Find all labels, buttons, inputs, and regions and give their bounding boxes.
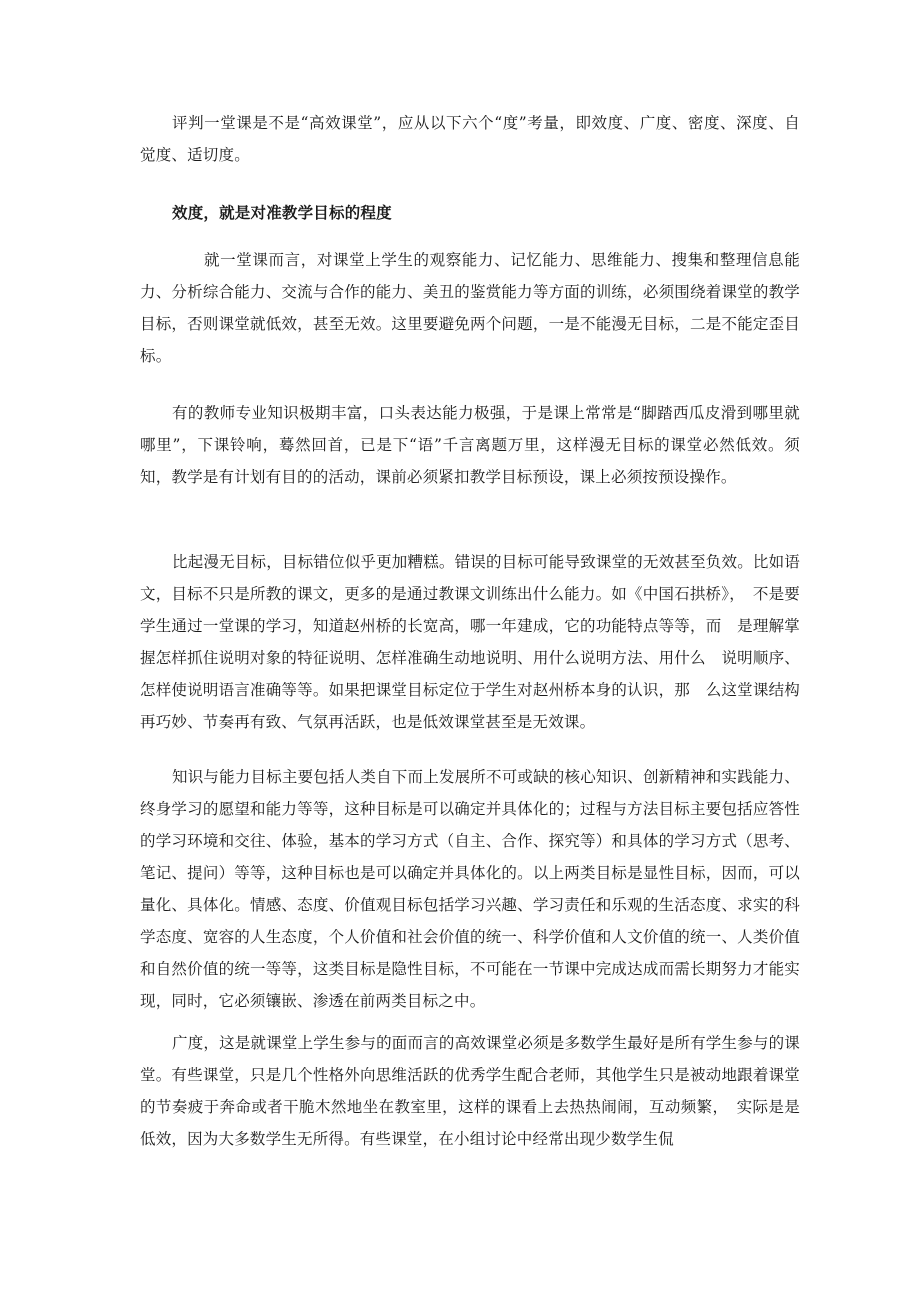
body-paragraph: 知识与能力目标主要包括人类自下而上发展所不可或缺的核心知识、创新精神和实践能力、终身学习的愿望和能力等等，这种目标是可以确定并具体化的；过程与方法目标主要包括应答性的学习环境和交往、体验，基本的学习方式（自主、合作、探究等）和具体的学习方式（思考、笔记、提问）等等，这种目标也是可以确定并具体化的。以上两类目标是显性目标，因而，可以量化、具体化。情感、态度、价值观目标包括学习兴趣、学习责任和乐观的生活态度、求实的科学态度、宽容的人生态度，个人价值和社会价值的统一、科学价值和人文价值的统一、人类价值和自然价值的统一等等，这类目标是隐性目标，不可能在一节课中完成达成而需长期努力才能实现，同时，它必须镶嵌、渗透在前两类目标之中。 (140, 768, 801, 1010)
body-paragraph: 广度，这是就课堂上学生参与的面而言的高效课堂必须是多数学生最好是所有学生参与的课堂。有些课堂，只是几个性格外向思维活跃的优秀学生配合老师，其他学生只是被动地跟着课堂的节奏疲于奔命或者干脆木然地坐在教室里，这样的课看上去热热闹闹，互动频繁， 实际是是低效，因为大多数学生无所得。有些课堂，在小组讨论中经常出现少数学生侃 (140, 1034, 801, 1148)
intro-paragraph: 评判一堂课是不是“高效课堂”，应从以下六个“度”考量，即效度、广度、密度、深度、自觉度、适切度。 (140, 114, 800, 164)
body-paragraph: 有的教师专业知识极期丰富，口头表达能力极强，于是课上常常是“脚踏西瓜皮滑到哪里就哪里”，下课铃响，蓦然回首，已是下“语”千言离题万里，这样漫无目标的课堂必然低效。须知，教学是有计划有目的的活动，课前必须紧扣教学目标预设，课上必须按预设操作。 (140, 404, 800, 486)
section-heading: 效度，就是对准教学目标的程度 (172, 203, 392, 222)
body-paragraph: 比起漫无目标，目标错位似乎更加糟糕。错误的目标可能导致课堂的无效甚至负效。比如语文，目标不只是所教的课文，更多的是通过教课文训练出什么能力。如《中国石拱桥》， 不是要学生通过一堂课的学习，知道赵州桥的长宽高，哪一年建成，它的功能特点等等，而 是理解掌握怎样抓住说明对象的特征说明、怎样准确生动地说明、用什么说明方法、用什么 说明顺序、怎样使说明语言准确等等。如果把课堂目标定位于学生对赵州桥本身的认识，那 么这堂课结构再巧妙、节奏再有致、气氛再活跃，也是低效课堂甚至是无效课。 (140, 553, 801, 731)
body-paragraph: 就一堂课而言，对课堂上学生的观察能力、记忆能力、思维能力、搜集和整理信息能力、分析综合能力、交流与合作的能力、美丑的鉴赏能力等方面的训练，必须围绕着课堂的教学目标，否则课堂就低效，甚至无效。这里要避免两个问题，一是不能漫无目标，二是不能定歪目标。 (140, 251, 800, 365)
